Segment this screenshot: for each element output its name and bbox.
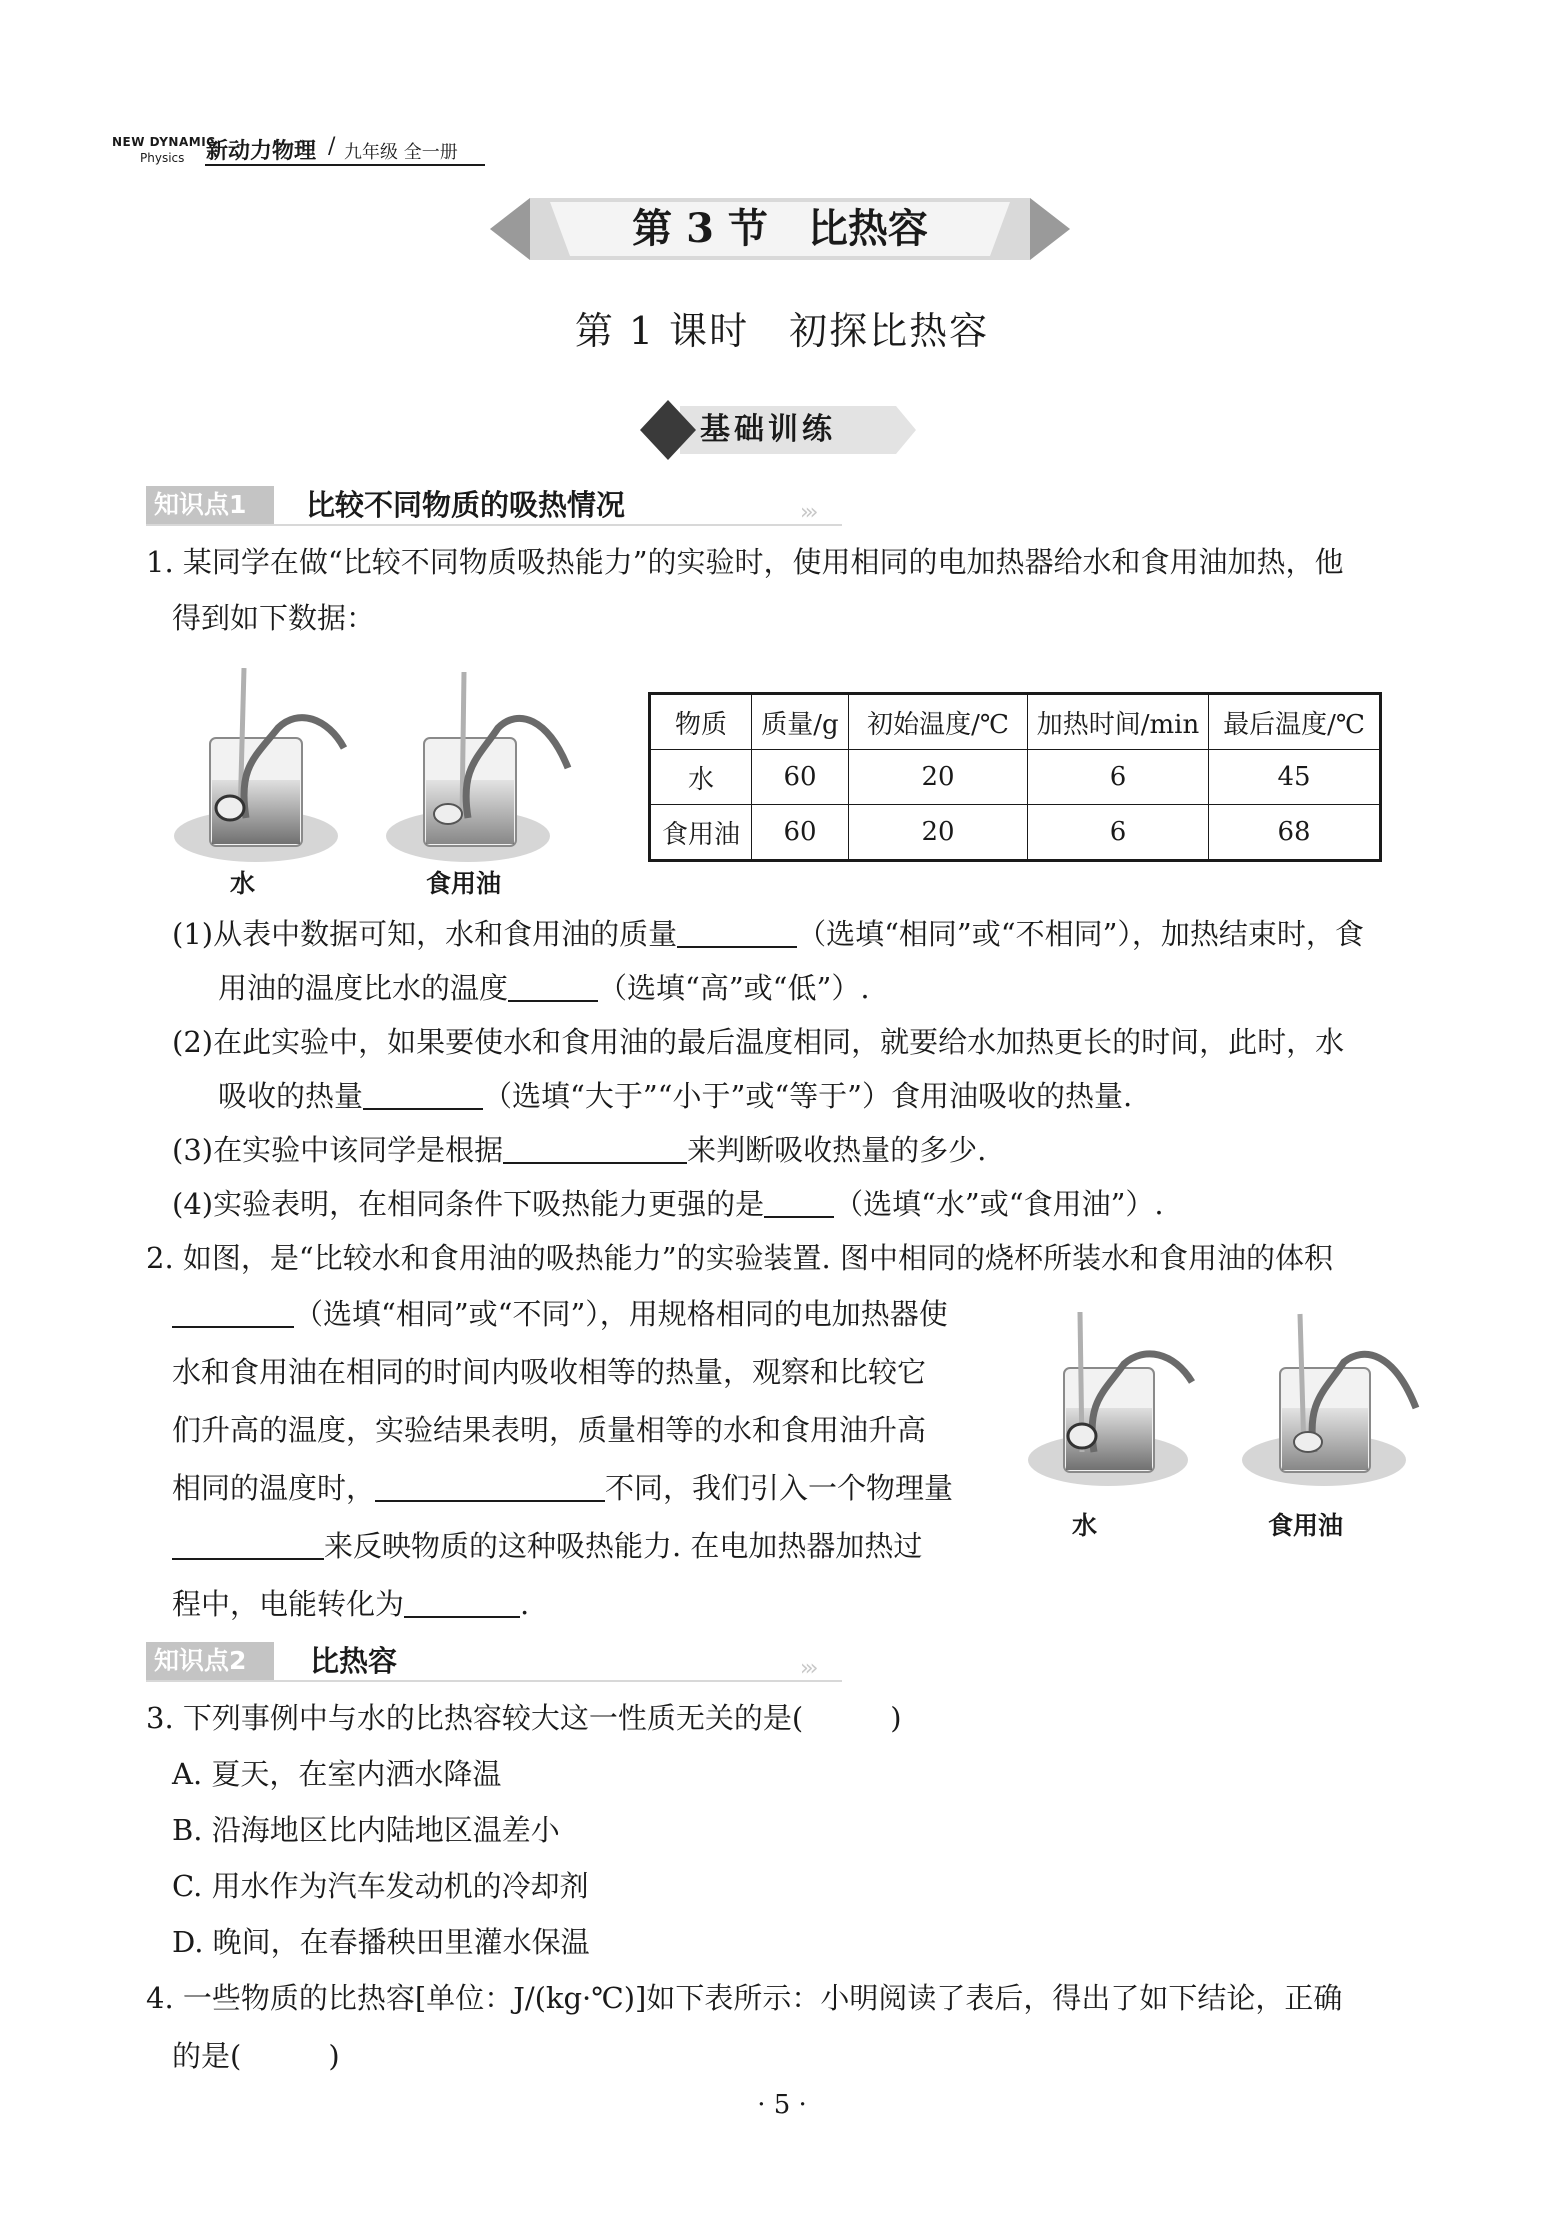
q2-line6 — [172, 1526, 922, 1566]
table-cell: 水 — [650, 750, 752, 805]
q3-option-c: C. 用水作为汽车发动机的冷却剂 — [172, 1869, 589, 1903]
q1-part4-text-b: （选填“水”或“食用油”）. — [834, 1187, 1164, 1221]
q1-part1-line2 — [218, 968, 870, 1008]
kp2-title: 比热容 — [310, 1644, 398, 1678]
kp2-underline — [146, 1680, 842, 1682]
q3-option-d: D. 晚间，在春播秧田里灌水保温 — [172, 1925, 590, 1959]
q1-part3-text-a: (3)在实验中该同学是根据 — [172, 1133, 504, 1167]
q2-line5-text-a: 相同的温度时， — [172, 1471, 376, 1505]
q1-part2-text-c: （选填“大于”“小于”或“等于”）食用油吸收的热量. — [483, 1079, 1133, 1113]
table-header-cell: 加热时间/min — [1028, 694, 1209, 750]
header-brand-en: NEW DYNAMIC — [112, 135, 216, 149]
q1-stem-line2: 得到如下数据： — [172, 601, 376, 635]
q1-part3 — [172, 1130, 986, 1170]
q1-part1-text-d: （选填“高”或“低”）. — [598, 971, 870, 1005]
table-header-cell: 最后温度/℃ — [1209, 694, 1381, 750]
table-cell: 6 — [1028, 750, 1209, 805]
kp2-tag: 知识点2 — [146, 1642, 274, 1680]
answer-blank[interactable] — [363, 1078, 483, 1110]
table-header-cell: 物质 — [650, 694, 752, 750]
answer-blank[interactable] — [764, 1186, 834, 1218]
table-cell: 45 — [1209, 750, 1381, 805]
table-row — [650, 750, 1381, 805]
q1-part1-text-b: （选填“相同”或“不相同”），加热结束时，食 — [797, 917, 1364, 951]
q4-line1: 4. 一些物质的比热容[单位：J/(kg·℃)]如下表所示：小明阅读了表后，得出了如下结论，正确 — [146, 1981, 1343, 2015]
section-title: 第 3 节 比热容 — [632, 205, 928, 252]
q2-line6-text: 来反映物质的这种吸热能力. 在电加热器加热过 — [324, 1529, 923, 1563]
q1-caption-water: 水 — [230, 869, 256, 898]
table-cell: 68 — [1209, 805, 1381, 861]
answer-blank[interactable] — [508, 970, 598, 1002]
page-number: · 5 · — [757, 2090, 807, 2120]
answer-blank[interactable] — [172, 1296, 294, 1328]
q3-option-a: A. 夏天，在室内洒水降温 — [172, 1757, 502, 1791]
q1-part2-line1: (2)在此实验中，如果要使水和食用油的最后温度相同，就要给水加热更长的时间，此时，水 — [172, 1025, 1345, 1059]
training-label: 基础训练 — [700, 412, 836, 447]
q1-part4 — [172, 1184, 1164, 1224]
q4-line2: 的是( ) — [172, 2039, 340, 2073]
q3-stem: 3. 下列事例中与水的比热容较大这一性质无关的是( ) — [146, 1701, 902, 1735]
table-cell: 60 — [752, 750, 849, 805]
table-row — [650, 805, 1381, 861]
header-grade: 九年级 全一册 — [344, 142, 458, 163]
q1-stem-line1: 1. 某同学在做“比较不同物质吸热能力”的实验时，使用相同的电加热器给水和食用油加热，他 — [146, 545, 1344, 579]
header-brand-sub: Physics — [140, 151, 185, 165]
q2-line1: 2. 如图，是“比较水和食用油的吸热能力”的实验装置. 图中相同的烧杯所装水和食用油的体积 — [146, 1241, 1333, 1275]
answer-blank[interactable] — [375, 1470, 605, 1502]
q1-part4-text-a: (4)实验表明，在相同条件下吸热能力更强的是 — [172, 1187, 765, 1221]
table-cell: 食用油 — [650, 805, 752, 861]
q2-beaker-illustration — [1024, 1312, 1444, 1512]
q2-line3: 水和食用油在相同的时间内吸收相等的热量，观察和比较它 — [172, 1355, 927, 1389]
kp1-underline — [146, 524, 842, 526]
answer-blank[interactable] — [677, 916, 797, 948]
q3-option-b: B. 沿海地区比内陆地区温差小 — [172, 1813, 560, 1847]
header-book-title: 新动力物理 — [206, 138, 317, 164]
q1-part3-text-b: 来判断吸收热量的多少. — [687, 1133, 987, 1167]
lesson-title: 第 1 课时 初探比热容 — [574, 309, 990, 353]
kp2-chevrons-icon: ››› — [800, 1656, 815, 1681]
q1-part2-text-b: 吸收的热量 — [218, 1079, 364, 1113]
q2-line7-text-a: 程中，电能转化为 — [172, 1587, 405, 1621]
q1-beaker-illustration — [168, 668, 608, 888]
q1-part1-text-c: 用油的温度比水的温度 — [218, 971, 509, 1005]
table-header-cell: 质量/g — [752, 694, 849, 750]
table-cell: 6 — [1028, 805, 1209, 861]
answer-blank[interactable] — [503, 1132, 687, 1164]
table-cell: 20 — [849, 805, 1028, 861]
kp1-chevrons-icon: ››› — [800, 500, 815, 525]
q1-part2-line2 — [218, 1076, 1132, 1116]
table-cell: 60 — [752, 805, 849, 861]
kp1-title: 比较不同物质的吸热情况 — [306, 488, 626, 522]
q1-part1-line1 — [172, 914, 1364, 954]
q2-caption-water: 水 — [1072, 1511, 1098, 1540]
q2-line2-text: （选填“相同”或“不同”），用规格相同的电加热器使 — [294, 1297, 948, 1331]
q1-part1-text-a: (1)从表中数据可知，水和食用油的质量 — [172, 917, 678, 951]
q1-caption-oil: 食用油 — [426, 869, 502, 898]
q1-data-table — [648, 692, 1382, 862]
header-separator: / — [328, 134, 336, 159]
q2-line5-text-b: 不同，我们引入一个物理量 — [605, 1471, 954, 1505]
table-header-cell: 初始温度/℃ — [849, 694, 1028, 750]
answer-blank[interactable] — [404, 1586, 520, 1618]
q2-line7-text-b: . — [520, 1587, 530, 1621]
q2-line2 — [172, 1294, 948, 1334]
answer-blank[interactable] — [172, 1528, 324, 1560]
table-cell: 20 — [849, 750, 1028, 805]
q2-caption-oil: 食用油 — [1268, 1511, 1344, 1540]
kp1-tag: 知识点1 — [146, 486, 274, 524]
q2-line4: 们升高的温度，实验结果表明，质量相等的水和食用油升高 — [172, 1413, 927, 1447]
header-rule — [205, 164, 485, 166]
q2-line7 — [172, 1584, 529, 1624]
q2-line5 — [172, 1468, 953, 1508]
table-header-row — [650, 694, 1381, 750]
